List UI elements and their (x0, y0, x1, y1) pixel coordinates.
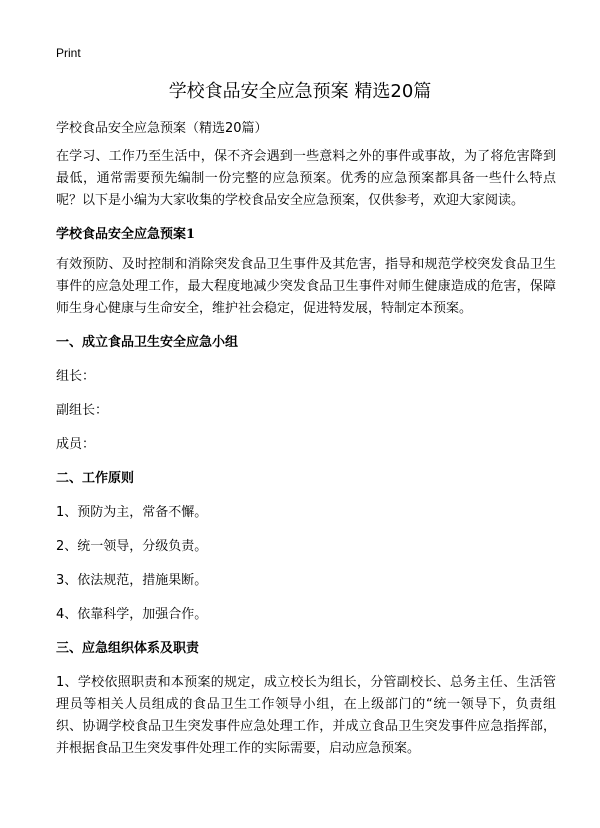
team-deputy-field: 副组长： (56, 403, 109, 418)
section-heading-organization: 三、应急组织体系及职责 (56, 641, 200, 656)
section-heading-principles: 二、工作原则 (56, 471, 135, 486)
principle-item: 1、预防为主，常备不懈。 (56, 505, 208, 520)
principle-item: 2、统一领导，分级负责。 (56, 539, 208, 554)
plan-heading: 学校食品安全应急预案1 (56, 227, 196, 242)
document-subtitle: 学校食品安全应急预案（精选20篇） (56, 121, 268, 136)
section-heading-team: 一、成立食品卫生安全应急小组 (56, 335, 239, 350)
organization-paragraph: 1、学校依照职责和本预案的规定，成立校长为组长，分管副校长、总务主任、生活管理员等相关人员组成的食品卫生工作领导小组，在上级部门的“统一领导下，负责组织、协调学校食品卫生突发事件应急处理工作，并成立食品卫生突发事件应急指挥部，并根据食品卫生突发事件处理工作的实际需要，启动应急预案。 (56, 675, 556, 756)
principle-item: 3、依法规范，措施果断。 (56, 573, 208, 588)
team-members-field: 成员： (56, 437, 96, 452)
purpose-paragraph: 有效预防、及时控制和消除突发食品卫生事件及其危害，指导和规范学校突发食品卫生事件的应急处理工作，最大程度地减少突发食品卫生事件对师生健康造成的危害，保障师生身心健康与生命安全，维护社会稳定，促进特发展，特制定本预案。 (56, 257, 556, 316)
intro-paragraph: 在学习、工作乃至生活中，保不齐会遇到一些意料之外的事件或事故，为了将危害降到最低，通常需要预先编制一份完整的应急预案。优秀的应急预案都具备一些什么特点呢？以下是小编为大家收集的学校食品安全应急预案，仅供参考，欢迎大家阅读。 (56, 149, 556, 208)
team-leader-field: 组长： (56, 369, 96, 384)
print-link[interactable]: Print (56, 46, 81, 60)
document-title: 学校食品安全应急预案 精选20篇 (168, 81, 432, 102)
document-body (56, 118, 556, 772)
principle-item: 4、依靠科学，加强合作。 (56, 607, 208, 622)
